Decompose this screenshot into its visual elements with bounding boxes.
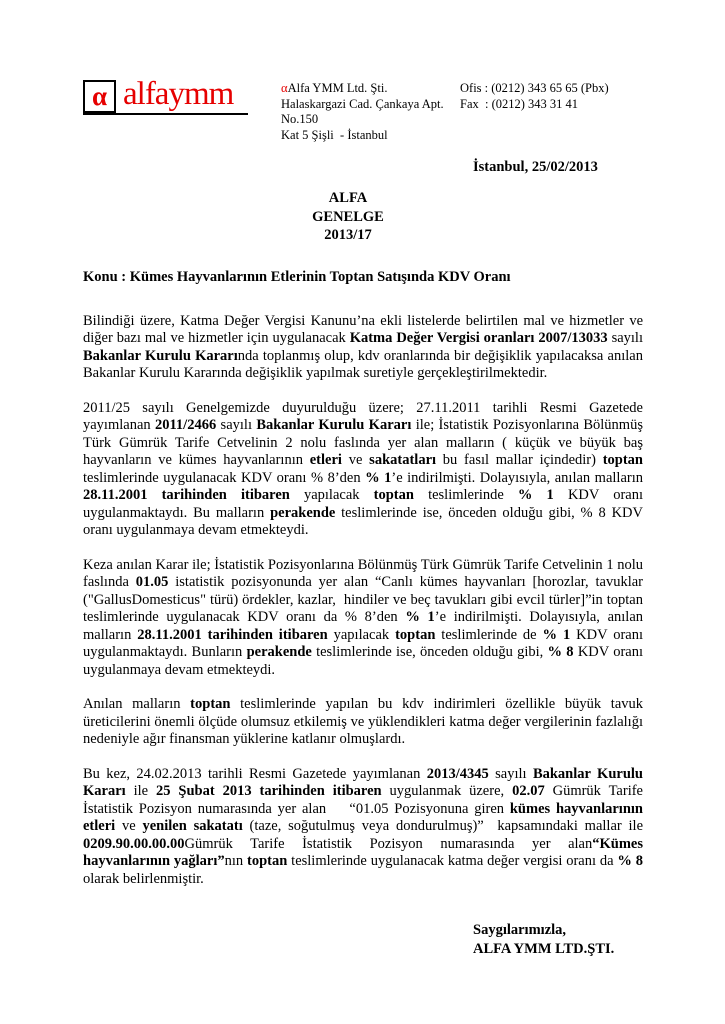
closing-company: ALFA YMM LTD.ŞTI. [473, 940, 615, 957]
letterhead [83, 78, 643, 143]
paragraph-2: 2011/25 sayılı Genelgemizde duyurulduğu üzere; 27.11.2011 tarihli Resmi Gazetede yayımlanan 2011/2466 sayılı Bakanlar Kurulu Kararı ile; İstatistik Pozisyonlarına Bölünmüş Türk Gümrük Tarife Cetvelinin 2 nolu faslında yer alan malların ( küçük ve büyük baş hayvanların ve kümes hayvanlarının etleri ve sakatatları bu fasıl mallar içindedir) toptan teslimlerinde uygulanacak KDV oranı % 8’den % 1’e indirilmişti. Dolayısıyla, anılan malların 28.11.2001 tarihinden itibaren yapılacak toptan teslimlerinde % 1 KDV oranı uygulanmaktaydı. Bu malların perakende teslimlerinde ise, önceden olduğu gibi, % 8 KDV oranı uygulanmaya devam etmekteydi. [83, 399, 644, 538]
date-line: İstanbul, 25/02/2013 [473, 159, 598, 175]
address-line-2: Halaskargazi Cad. Çankaya Apt. No.150 [281, 96, 444, 126]
alpha-prefix: α [281, 81, 288, 95]
alpha-logo-icon: α [83, 80, 116, 113]
title-doc-type: GENELGE [312, 208, 384, 225]
company-logo [83, 78, 281, 115]
address-line-3: Kat 5 Şişli - İstanbul [281, 127, 388, 142]
subject-line: Konu : Kümes Hayvanlarının Etlerinin Toptan Satışında KDV Oranı [83, 268, 511, 285]
fax-number: Fax : (0212) 343 31 41 [460, 96, 579, 111]
closing-salutation: Saygılarımızla, [473, 922, 567, 938]
title-company: ALFA [328, 190, 368, 206]
paragraph-4: Anılan malların toptan teslimlerinde yapılan bu kdv indirimleri özellikle büyük tavuk üreticilerini önemli ölçüde olumsuz etkilemiş ve yüklendikleri katma değer vergilerinin fazlalığı nedeniyle ağır finansman yüklerine katlanır olmuşlardı. [83, 696, 644, 747]
paragraph-5: Bu kez, 24.02.2013 tarihli Resmi Gazetede yayımlanan 2013/4345 sayılı Bakanlar Kurulu Kararı ile 25 Şubat 2013 tarihinden itibaren uygulanmak üzere, 02.07 Gümrük Tarife İstatistik Pozisyon numarasında yer alan “01.05 Pozisyonuna giren kümes hayvanlarının etleri ve yenilen sakatatı (taze, soğutulmuş veya dondurulmuş)” kapsamındaki mallar ile 0209.90.00.00.00Gümrük Tarife İstatistik Pozisyon numarasında yer alan“Kümes hayvanlarının yağları”nın toptan teslimlerinde uygulanacak katma değer vergisi oranı da % 8 olarak belirlenmiştir. [83, 765, 643, 887]
paragraph-1: Bilindiği üzere, Katma Değer Vergisi Kanunu’na ekli listelerde belirtilen mal ve hizmetler ve diğer bazı mal ve hizmetler için uygulanacak Katma Değer Vergisi oranları 2007/13033 sayılı Bakanlar Kurulu Kararında toplanmış olup, kdv oranlarında bir değişiklik yapılacaksa anılan Bakanlar Kurulu Kararında değişiklik yapılmak suretiyle gerçekleştirilmektedir. [83, 312, 643, 381]
paragraph-3: Keza anılan Karar ile; İstatistik Pozisyonlarına Bölünmüş Türk Gümrük Tarife Cetvelinin 1 nolu faslında 01.05 istatistik pozisyonunda yer alan “Canlı kümes hayvanları [horozlar, tavuklar ("GallusDomesticus" türü) ördekler, kazlar, hindiler ve beç tavukları gibi evcil türler]”in toptan teslimlerinde uygulanacak KDV oranı da % 8’den % 1’e indirilmişti. Dolayısıyla, anılan malların 28.11.2001 tarihinden itibaren yapılacak toptan teslimlerinde de % 1 KDV oranı uygulanmaktaydı. Bunların perakende teslimlerinde ise, önceden olduğu gibi, % 8 KDV oranı uygulanmaya devam etmekteydi. [83, 556, 644, 678]
office-phone: Ofis : (0212) 343 65 65 (Pbx) [460, 81, 609, 95]
address-company-name: Alfa YMM Ltd. Şti. [287, 81, 388, 95]
closing-block [83, 921, 643, 958]
title-block [68, 189, 628, 245]
logo-wordmark: alfaymm [123, 76, 234, 112]
company-address [281, 78, 460, 143]
title-number: 2013/17 [324, 227, 372, 243]
company-contact [460, 78, 643, 112]
address-line-1 [281, 81, 460, 97]
